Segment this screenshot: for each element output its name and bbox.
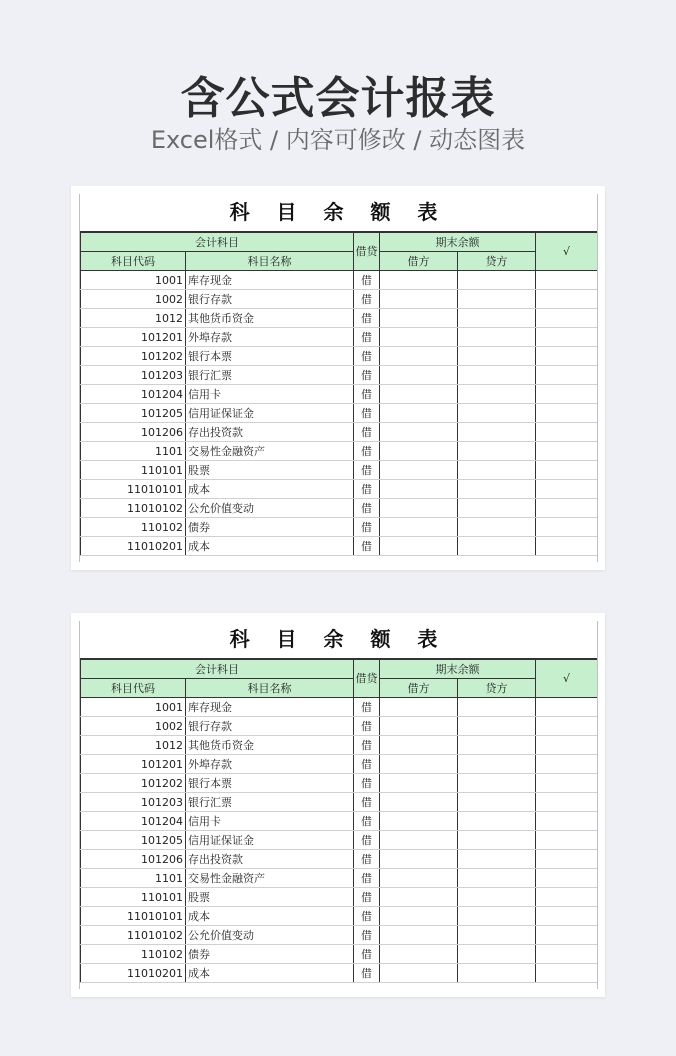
account-code-cell[interactable]: 1002 (81, 290, 186, 309)
credit-cell[interactable] (458, 964, 536, 983)
account-code-cell[interactable]: 101204 (81, 812, 186, 831)
table-row (81, 385, 598, 404)
header-account-group: 会计科目 (81, 233, 354, 252)
debit-cell[interactable] (380, 537, 458, 556)
debit-cell[interactable] (380, 480, 458, 499)
debit-cell[interactable] (380, 964, 458, 983)
direction-cell[interactable]: 借 (354, 717, 380, 736)
table-row (81, 926, 598, 945)
direction-cell[interactable]: 借 (354, 888, 380, 907)
credit-cell[interactable] (458, 907, 536, 926)
check-cell[interactable] (536, 518, 598, 537)
header-check: √ (536, 233, 598, 271)
check-cell[interactable] (536, 328, 598, 347)
debit-cell[interactable] (380, 907, 458, 926)
check-cell[interactable] (536, 964, 598, 983)
debit-cell[interactable] (380, 290, 458, 309)
account-code-cell[interactable]: 101203 (81, 793, 186, 812)
check-cell[interactable] (536, 755, 598, 774)
debit-cell[interactable] (380, 774, 458, 793)
header-debit: 借方 (380, 679, 458, 698)
credit-cell[interactable] (458, 945, 536, 964)
debit-cell[interactable] (380, 812, 458, 831)
account-code-cell[interactable]: 110101 (81, 888, 186, 907)
credit-cell[interactable] (458, 480, 536, 499)
account-name-cell[interactable]: 库存现金 (186, 271, 354, 290)
credit-cell[interactable] (458, 347, 536, 366)
header-name: 科目名称 (186, 679, 354, 698)
account-code-cell[interactable]: 11010201 (81, 537, 186, 556)
direction-cell[interactable]: 借 (354, 480, 380, 499)
table-row (81, 907, 598, 926)
direction-cell[interactable]: 借 (354, 926, 380, 945)
check-cell[interactable] (536, 945, 598, 964)
account-code-cell[interactable]: 1012 (81, 736, 186, 755)
direction-cell[interactable]: 借 (354, 793, 380, 812)
debit-cell[interactable] (380, 869, 458, 888)
header-code: 科目代码 (81, 252, 186, 271)
credit-cell[interactable] (458, 290, 536, 309)
account-name-cell[interactable]: 其他货币资金 (186, 309, 354, 328)
account-name-cell[interactable]: 交易性金融资产 (186, 869, 354, 888)
check-cell[interactable] (536, 385, 598, 404)
account-name-cell[interactable]: 信用证保证金 (186, 404, 354, 423)
check-cell[interactable] (536, 499, 598, 518)
account-code-cell[interactable]: 101205 (81, 831, 186, 850)
account-code-cell[interactable]: 101203 (81, 366, 186, 385)
sheet-title: 科 目 余 额 表 (80, 621, 597, 659)
direction-cell[interactable]: 借 (354, 831, 380, 850)
table-row (81, 366, 598, 385)
check-cell[interactable] (536, 366, 598, 385)
table-body (81, 698, 598, 983)
credit-cell[interactable] (458, 831, 536, 850)
table-row (81, 518, 598, 537)
direction-cell[interactable]: 借 (354, 271, 380, 290)
debit-cell[interactable] (380, 385, 458, 404)
direction-cell[interactable]: 借 (354, 964, 380, 983)
direction-cell[interactable]: 借 (354, 290, 380, 309)
debit-cell[interactable] (380, 423, 458, 442)
check-cell[interactable] (536, 907, 598, 926)
header-direction: 借贷 (354, 660, 380, 698)
direction-cell[interactable]: 借 (354, 385, 380, 404)
debit-cell[interactable] (380, 736, 458, 755)
table-row (81, 736, 598, 755)
check-cell[interactable] (536, 736, 598, 755)
direction-cell[interactable]: 借 (354, 461, 380, 480)
credit-cell[interactable] (458, 328, 536, 347)
credit-cell[interactable] (458, 499, 536, 518)
check-cell[interactable] (536, 831, 598, 850)
check-cell[interactable] (536, 717, 598, 736)
account-code-cell[interactable]: 11010102 (81, 499, 186, 518)
check-cell[interactable] (536, 926, 598, 945)
debit-cell[interactable] (380, 347, 458, 366)
check-cell[interactable] (536, 793, 598, 812)
debit-cell[interactable] (380, 309, 458, 328)
credit-cell[interactable] (458, 736, 536, 755)
table-row (81, 404, 598, 423)
check-cell[interactable] (536, 480, 598, 499)
spreadsheet-preview-1 (71, 186, 605, 570)
account-name-cell[interactable]: 股票 (186, 461, 354, 480)
credit-cell[interactable] (458, 717, 536, 736)
debit-cell[interactable] (380, 831, 458, 850)
table-row (81, 869, 598, 888)
account-code-cell[interactable]: 110102 (81, 945, 186, 964)
direction-cell[interactable]: 借 (354, 404, 380, 423)
debit-cell[interactable] (380, 461, 458, 480)
direction-cell[interactable]: 借 (354, 907, 380, 926)
account-name-cell[interactable]: 外埠存款 (186, 755, 354, 774)
credit-cell[interactable] (458, 850, 536, 869)
account-name-cell[interactable]: 债券 (186, 945, 354, 964)
sheet (79, 194, 598, 562)
check-cell[interactable] (536, 347, 598, 366)
table-row (81, 480, 598, 499)
account-name-cell[interactable]: 银行汇票 (186, 793, 354, 812)
account-name-cell[interactable]: 银行存款 (186, 717, 354, 736)
direction-cell[interactable]: 借 (354, 812, 380, 831)
account-code-cell[interactable]: 110102 (81, 518, 186, 537)
credit-cell[interactable] (458, 271, 536, 290)
account-name-cell[interactable]: 银行汇票 (186, 366, 354, 385)
account-name-cell[interactable]: 其他货币资金 (186, 736, 354, 755)
account-code-cell[interactable]: 11010201 (81, 964, 186, 983)
direction-cell[interactable]: 借 (354, 518, 380, 537)
direction-cell[interactable]: 借 (354, 366, 380, 385)
credit-cell[interactable] (458, 926, 536, 945)
header-credit: 贷方 (458, 679, 536, 698)
header-account-group: 会计科目 (81, 660, 354, 679)
table-row (81, 309, 598, 328)
account-name-cell[interactable]: 公允价值变动 (186, 926, 354, 945)
table-row (81, 774, 598, 793)
account-name-cell[interactable]: 信用证保证金 (186, 831, 354, 850)
direction-cell[interactable]: 借 (354, 869, 380, 888)
direction-cell[interactable]: 借 (354, 309, 380, 328)
credit-cell[interactable] (458, 461, 536, 480)
table-row (81, 442, 598, 461)
header-balance-group: 期末余额 (380, 233, 536, 252)
table-row (81, 850, 598, 869)
debit-cell[interactable] (380, 366, 458, 385)
credit-cell[interactable] (458, 366, 536, 385)
check-cell[interactable] (536, 869, 598, 888)
table-row (81, 290, 598, 309)
debit-cell[interactable] (380, 442, 458, 461)
account-name-cell[interactable]: 外埠存款 (186, 328, 354, 347)
account-name-cell[interactable]: 银行本票 (186, 347, 354, 366)
table-row (81, 423, 598, 442)
check-cell[interactable] (536, 309, 598, 328)
debit-cell[interactable] (380, 698, 458, 717)
header-name: 科目名称 (186, 252, 354, 271)
account-name-cell[interactable]: 成本 (186, 907, 354, 926)
check-cell[interactable] (536, 537, 598, 556)
credit-cell[interactable] (458, 518, 536, 537)
table-row (81, 945, 598, 964)
debit-cell[interactable] (380, 755, 458, 774)
header-balance-group: 期末余额 (380, 660, 536, 679)
account-name-cell[interactable]: 银行存款 (186, 290, 354, 309)
debit-cell[interactable] (380, 926, 458, 945)
credit-cell[interactable] (458, 698, 536, 717)
account-code-cell[interactable]: 11010101 (81, 907, 186, 926)
credit-cell[interactable] (458, 442, 536, 461)
balance-table (80, 659, 598, 983)
debit-cell[interactable] (380, 850, 458, 869)
account-name-cell[interactable]: 股票 (186, 888, 354, 907)
table-row (81, 328, 598, 347)
direction-cell[interactable]: 借 (354, 442, 380, 461)
table-row (81, 812, 598, 831)
balance-table (80, 232, 598, 556)
direction-cell[interactable]: 借 (354, 774, 380, 793)
direction-cell[interactable]: 借 (354, 850, 380, 869)
direction-cell[interactable]: 借 (354, 499, 380, 518)
header-code: 科目代码 (81, 679, 186, 698)
direction-cell[interactable]: 借 (354, 945, 380, 964)
credit-cell[interactable] (458, 309, 536, 328)
sheet-title: 科 目 余 额 表 (80, 194, 597, 232)
account-name-cell[interactable]: 公允价值变动 (186, 499, 354, 518)
check-cell[interactable] (536, 698, 598, 717)
credit-cell[interactable] (458, 869, 536, 888)
check-cell[interactable] (536, 774, 598, 793)
account-name-cell[interactable]: 信用卡 (186, 385, 354, 404)
table-row (81, 717, 598, 736)
check-cell[interactable] (536, 290, 598, 309)
debit-cell[interactable] (380, 328, 458, 347)
header-credit: 贷方 (458, 252, 536, 271)
direction-cell[interactable]: 借 (354, 755, 380, 774)
account-name-cell[interactable]: 存出投资款 (186, 850, 354, 869)
account-code-cell[interactable]: 101202 (81, 774, 186, 793)
account-name-cell[interactable]: 库存现金 (186, 698, 354, 717)
table-row (81, 964, 598, 983)
account-code-cell[interactable]: 1001 (81, 271, 186, 290)
table-row (81, 793, 598, 812)
debit-cell[interactable] (380, 404, 458, 423)
credit-cell[interactable] (458, 755, 536, 774)
check-cell[interactable] (536, 404, 598, 423)
account-code-cell[interactable]: 1012 (81, 309, 186, 328)
credit-cell[interactable] (458, 774, 536, 793)
debit-cell[interactable] (380, 717, 458, 736)
check-cell[interactable] (536, 423, 598, 442)
table-row (81, 347, 598, 366)
credit-cell[interactable] (458, 423, 536, 442)
check-cell[interactable] (536, 812, 598, 831)
table-row (81, 461, 598, 480)
sheet (79, 621, 598, 989)
header-check: √ (536, 660, 598, 698)
account-code-cell[interactable]: 1002 (81, 717, 186, 736)
debit-cell[interactable] (380, 793, 458, 812)
table-row (81, 499, 598, 518)
account-code-cell[interactable]: 101205 (81, 404, 186, 423)
check-cell[interactable] (536, 271, 598, 290)
credit-cell[interactable] (458, 404, 536, 423)
credit-cell[interactable] (458, 888, 536, 907)
direction-cell[interactable]: 借 (354, 698, 380, 717)
direction-cell[interactable]: 借 (354, 537, 380, 556)
account-code-cell[interactable]: 1101 (81, 442, 186, 461)
table-row (81, 755, 598, 774)
header-direction: 借贷 (354, 233, 380, 271)
credit-cell[interactable] (458, 793, 536, 812)
account-code-cell[interactable]: 101206 (81, 850, 186, 869)
table-row (81, 888, 598, 907)
check-cell[interactable] (536, 442, 598, 461)
account-name-cell[interactable]: 成本 (186, 964, 354, 983)
check-cell[interactable] (536, 888, 598, 907)
account-code-cell[interactable]: 1101 (81, 869, 186, 888)
check-cell[interactable] (536, 461, 598, 480)
account-code-cell[interactable]: 101202 (81, 347, 186, 366)
debit-cell[interactable] (380, 888, 458, 907)
table-body (81, 271, 598, 556)
account-code-cell[interactable]: 101201 (81, 755, 186, 774)
credit-cell[interactable] (458, 385, 536, 404)
account-code-cell[interactable]: 1001 (81, 698, 186, 717)
debit-cell[interactable] (380, 271, 458, 290)
header-debit: 借方 (380, 252, 458, 271)
account-code-cell[interactable]: 11010102 (81, 926, 186, 945)
credit-cell[interactable] (458, 537, 536, 556)
spreadsheet-preview-2 (71, 613, 605, 997)
credit-cell[interactable] (458, 812, 536, 831)
table-row (81, 271, 598, 290)
page-title: 含公式会计报表 (180, 73, 496, 124)
account-code-cell[interactable]: 110101 (81, 461, 186, 480)
direction-cell[interactable]: 借 (354, 347, 380, 366)
account-name-cell[interactable]: 银行本票 (186, 774, 354, 793)
account-code-cell[interactable]: 101204 (81, 385, 186, 404)
direction-cell[interactable]: 借 (354, 423, 380, 442)
table-row (81, 831, 598, 850)
table-row (81, 537, 598, 556)
check-cell[interactable] (536, 850, 598, 869)
direction-cell[interactable]: 借 (354, 736, 380, 755)
account-name-cell[interactable]: 成本 (186, 537, 354, 556)
table-row (81, 698, 598, 717)
account-name-cell[interactable]: 交易性金融资产 (186, 442, 354, 461)
account-name-cell[interactable]: 存出投资款 (186, 423, 354, 442)
account-code-cell[interactable]: 11010101 (81, 480, 186, 499)
page-subtitle: Excel格式 / 内容可修改 / 动态图表 (150, 126, 526, 154)
account-name-cell[interactable]: 成本 (186, 480, 354, 499)
debit-cell[interactable] (380, 518, 458, 537)
account-code-cell[interactable]: 101206 (81, 423, 186, 442)
direction-cell[interactable]: 借 (354, 328, 380, 347)
account-name-cell[interactable]: 债券 (186, 518, 354, 537)
account-name-cell[interactable]: 信用卡 (186, 812, 354, 831)
debit-cell[interactable] (380, 499, 458, 518)
account-code-cell[interactable]: 101201 (81, 328, 186, 347)
debit-cell[interactable] (380, 945, 458, 964)
